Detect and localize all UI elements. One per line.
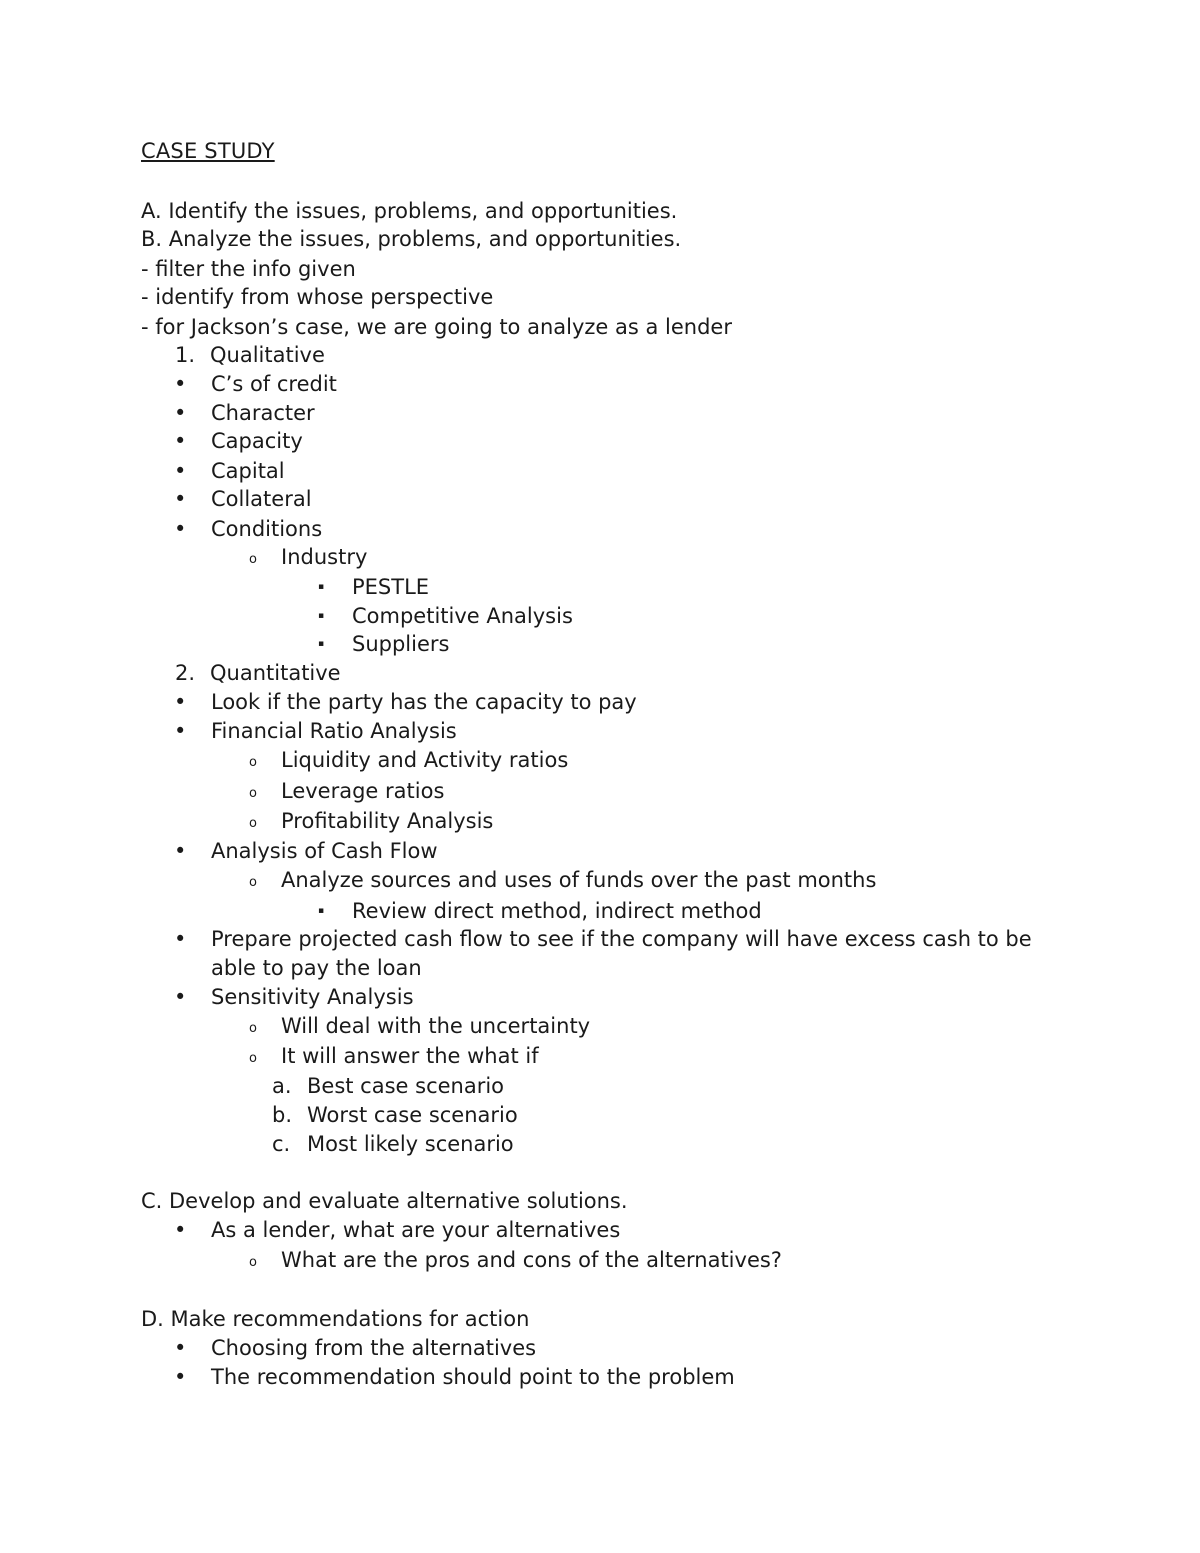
line-text: - filter the info given — [141, 257, 356, 281]
line-text: Capital — [211, 459, 285, 483]
line-text: D. Make recommendations for action — [141, 1307, 530, 1331]
document-line — [0, 897, 1200, 926]
document-line — [0, 659, 1200, 688]
document-line — [0, 746, 1200, 775]
line-text: Conditions — [211, 517, 323, 541]
line-text: It will answer the what if — [281, 1044, 539, 1068]
document-line — [0, 602, 1200, 631]
line-text: B. Analyze the issues, problems, and opportunities. — [141, 227, 682, 251]
document-line — [0, 925, 1200, 954]
list-marker: o — [249, 552, 257, 567]
document-line — [0, 515, 1200, 544]
list-marker: • — [174, 401, 187, 425]
line-text: Analysis of Cash Flow — [211, 839, 438, 863]
document-line — [0, 1101, 1200, 1130]
line-text: Financial Ratio Analysis — [211, 719, 457, 743]
line-text: Character — [211, 401, 315, 425]
list-marker: ▪ — [318, 906, 325, 916]
list-marker: • — [174, 372, 187, 396]
document-line — [0, 255, 1200, 284]
document-line — [0, 485, 1200, 514]
document-line — [0, 283, 1200, 312]
document-line — [0, 777, 1200, 806]
line-text: - identify from whose perspective — [141, 285, 494, 309]
document-line — [0, 1334, 1200, 1363]
document-line — [0, 370, 1200, 399]
line-text: Capacity — [211, 429, 303, 453]
line-text: Worst case scenario — [307, 1103, 518, 1127]
list-marker: o — [249, 816, 257, 831]
document-line — [0, 1363, 1200, 1392]
document-line — [0, 197, 1200, 226]
line-text: Sensitivity Analysis — [211, 985, 414, 1009]
line-text: The recommendation should point to the problem — [211, 1365, 735, 1389]
list-marker: • — [174, 429, 187, 453]
document-line — [0, 954, 1200, 983]
document-line — [0, 630, 1200, 659]
line-text: As a lender, what are your alternatives — [211, 1218, 621, 1242]
line-text: Choosing from the alternatives — [211, 1336, 537, 1360]
list-marker: • — [174, 1365, 187, 1389]
line-text: C. Develop and evaluate alternative solutions. — [141, 1189, 628, 1213]
line-text: Prepare projected cash flow to see if the company will have excess cash to be — [211, 927, 1032, 951]
list-marker: b. — [272, 1103, 293, 1127]
list-marker: o — [249, 1051, 257, 1066]
line-text: Liquidity and Activity ratios — [281, 748, 569, 772]
document-line — [0, 837, 1200, 866]
document-line — [0, 688, 1200, 717]
document-line — [0, 427, 1200, 456]
line-text: What are the pros and cons of the alternatives? — [281, 1248, 782, 1272]
line-text: Suppliers — [352, 632, 450, 656]
list-marker: o — [249, 755, 257, 770]
line-text: Profitability Analysis — [281, 809, 494, 833]
document-line — [0, 1130, 1200, 1159]
document-line — [0, 313, 1200, 342]
list-marker: 1. — [175, 343, 196, 367]
document-line — [0, 1216, 1200, 1245]
list-marker: • — [174, 517, 187, 541]
document-line — [0, 807, 1200, 836]
line-text: Collateral — [211, 487, 312, 511]
document-title: CASE STUDY — [141, 139, 275, 163]
list-marker: • — [174, 719, 187, 743]
line-text: Competitive Analysis — [352, 604, 573, 628]
line-text: Quantitative — [210, 661, 341, 685]
line-text: - for Jackson’s case, we are going to analyze as a lender — [141, 315, 732, 339]
line-text: C’s of credit — [211, 372, 337, 396]
line-text: A. Identify the issues, problems, and opportunities. — [141, 199, 678, 223]
list-marker: • — [174, 690, 187, 714]
list-marker: • — [174, 1336, 187, 1360]
list-marker: ▪ — [318, 582, 325, 592]
list-marker: a. — [272, 1074, 292, 1098]
document-line — [0, 1187, 1200, 1216]
document-line — [0, 717, 1200, 746]
document-line — [0, 399, 1200, 428]
list-marker: • — [174, 985, 187, 1009]
document-line — [0, 1012, 1200, 1041]
list-marker: o — [249, 1021, 257, 1036]
line-text: Leverage ratios — [281, 779, 445, 803]
line-text: Best case scenario — [307, 1074, 505, 1098]
list-marker: o — [249, 1255, 257, 1270]
line-text: Look if the party has the capacity to pay — [211, 690, 637, 714]
document-line — [0, 225, 1200, 254]
document-line — [0, 573, 1200, 602]
list-marker: • — [174, 927, 187, 951]
line-text: Will deal with the uncertainty — [281, 1014, 591, 1038]
line-text: Industry — [281, 545, 368, 569]
document-line — [0, 866, 1200, 895]
list-marker: ▪ — [318, 639, 325, 649]
list-marker: c. — [272, 1132, 291, 1156]
list-marker: • — [174, 487, 187, 511]
list-marker: • — [174, 839, 187, 863]
line-text: Qualitative — [210, 343, 325, 367]
document-line — [0, 983, 1200, 1012]
document-line — [0, 1305, 1200, 1334]
line-text: Most likely scenario — [307, 1132, 514, 1156]
list-marker: • — [174, 459, 187, 483]
document-line — [0, 457, 1200, 486]
list-marker: ▪ — [318, 611, 325, 621]
line-text: Analyze sources and uses of funds over the past months — [281, 868, 877, 892]
document-line — [0, 543, 1200, 572]
list-marker: • — [174, 1218, 187, 1242]
document-line — [0, 1072, 1200, 1101]
list-marker: 2. — [175, 661, 196, 685]
line-text: PESTLE — [352, 575, 430, 599]
list-marker: o — [249, 875, 257, 890]
document-line — [0, 1246, 1200, 1275]
line-text: Review direct method, indirect method — [352, 899, 762, 923]
document-line — [0, 1042, 1200, 1071]
line-text: able to pay the loan — [211, 956, 422, 980]
list-marker: o — [249, 786, 257, 801]
document-line — [0, 341, 1200, 370]
